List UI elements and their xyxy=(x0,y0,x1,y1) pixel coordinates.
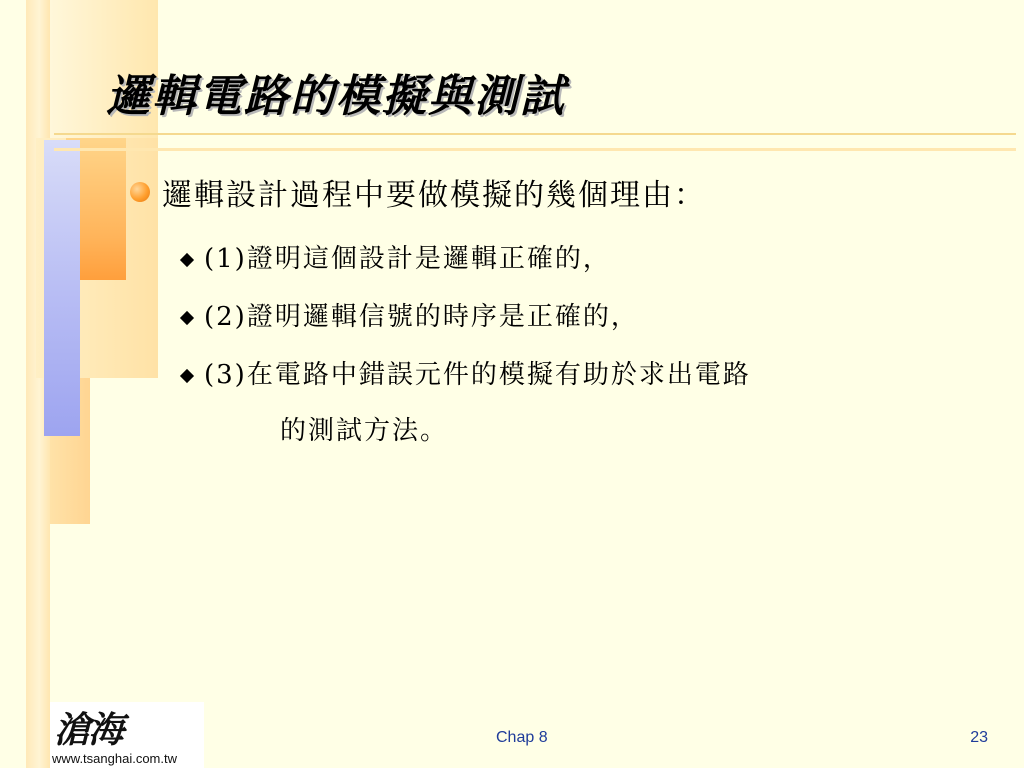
bullet-text: 邏輯設計過程中要做模擬的幾個理由： xyxy=(162,178,706,213)
sub-bullet-text: (2)證明邏輯信號的時序是正確的， xyxy=(204,302,639,332)
title-divider-shadow xyxy=(54,148,1016,151)
footer-page-number: 23 xyxy=(970,729,988,746)
logo-url: www.tsanghai.com.tw xyxy=(52,751,177,766)
sub-bullet-1 xyxy=(180,238,611,275)
sub-bullet-2 xyxy=(180,296,639,333)
title-divider xyxy=(54,133,1016,135)
footer-chapter: Chap 8 xyxy=(496,729,548,746)
diamond-icon xyxy=(180,369,194,383)
sub-bullet-3-continuation: 的測試方法。 xyxy=(280,416,449,446)
logo-calligraphy: 滄海 xyxy=(54,709,123,751)
sub-bullet-text: (1)證明這個設計是邏輯正確的， xyxy=(204,244,611,274)
decor-bar-blue xyxy=(44,140,80,436)
sub-bullet-text: (3)在電路中錯誤元件的模擬有助於求出電路 xyxy=(204,360,751,390)
slide-title: 邏輯電路的模擬與測試 xyxy=(106,71,566,122)
publisher-logo xyxy=(50,702,204,768)
bullet-level1 xyxy=(130,170,706,214)
orange-dot-icon xyxy=(130,182,150,202)
diamond-icon xyxy=(180,253,194,267)
diamond-icon xyxy=(180,311,194,325)
sub-bullet-3 xyxy=(180,354,751,391)
